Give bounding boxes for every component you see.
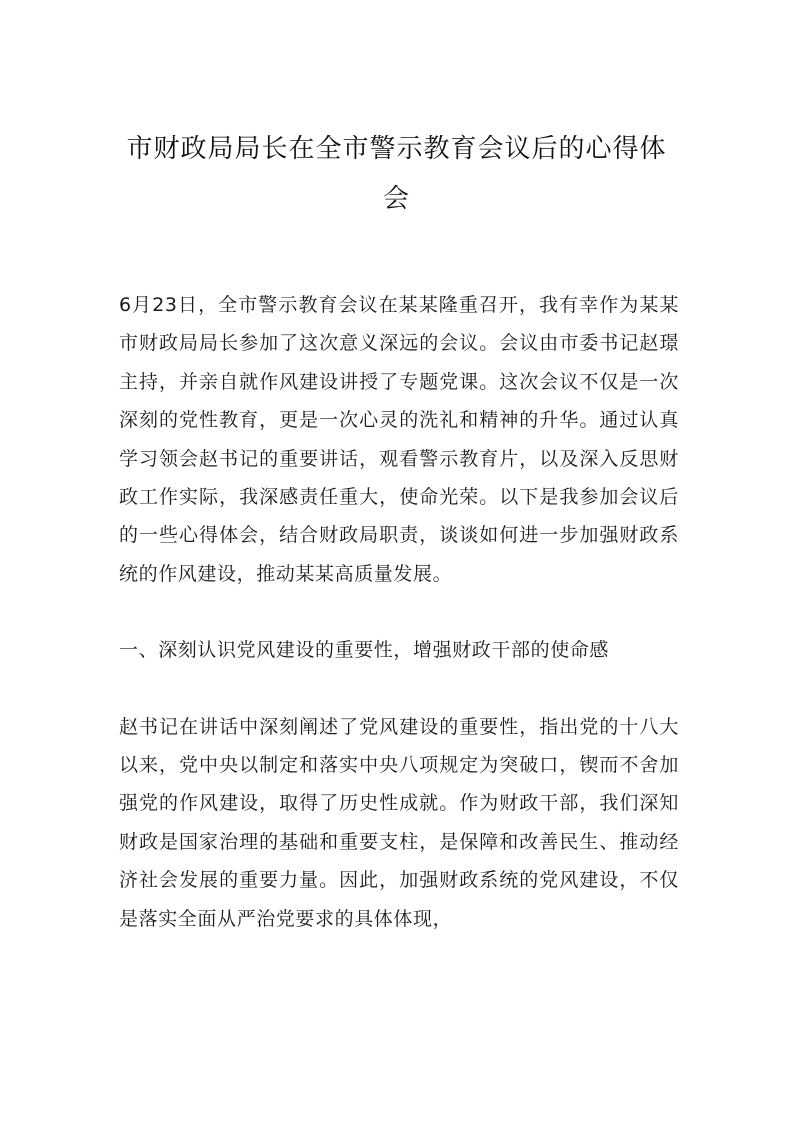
document-title: 市财政局局长在全市警示教育会议后的心得体会: [126, 134, 667, 214]
section-heading-1: 一、深刻认识党风建设的重要性，增强财政干部的使命感: [119, 639, 610, 662]
paragraph-intro: 6月23日，全市警示教育会议在某某隆重召开，我有幸作为某某市财政局局长参加了这次意义深远的会议。会议由市委书记赵璟主持，并亲自就作风建设讲授了专题党课。这次会议不仅是一次深刻的党性教育，更是一次心灵的洗礼和精神的升华。通过认真学习领会赵书记的重要讲话，观看警示教育片，以及深入反思财政工作实际，我深感责任重大，使命光荣。以下是我参加会议后的一些心得体会，结合财政局职责，谈谈如何进一步加强财政系统的作风建设，推动某某高质量发展。: [119, 294, 679, 585]
paragraph-section-1: 赵书记在讲话中深刻阐述了党风建设的重要性，指出党的十八大以来，党中央以制定和落实中央八项规定为突破口，锲而不舍加强党的作风建设，取得了历史性成就。作为财政干部，我们深知财政是国家治理的基础和重要支柱，是保障和改善民生、推动经济社会发展的重要力量。因此，加强财政系统的党风建设，不仅是落实全面从严治党要求的具体体现，: [119, 715, 679, 930]
document-body: [119, 286, 679, 938]
